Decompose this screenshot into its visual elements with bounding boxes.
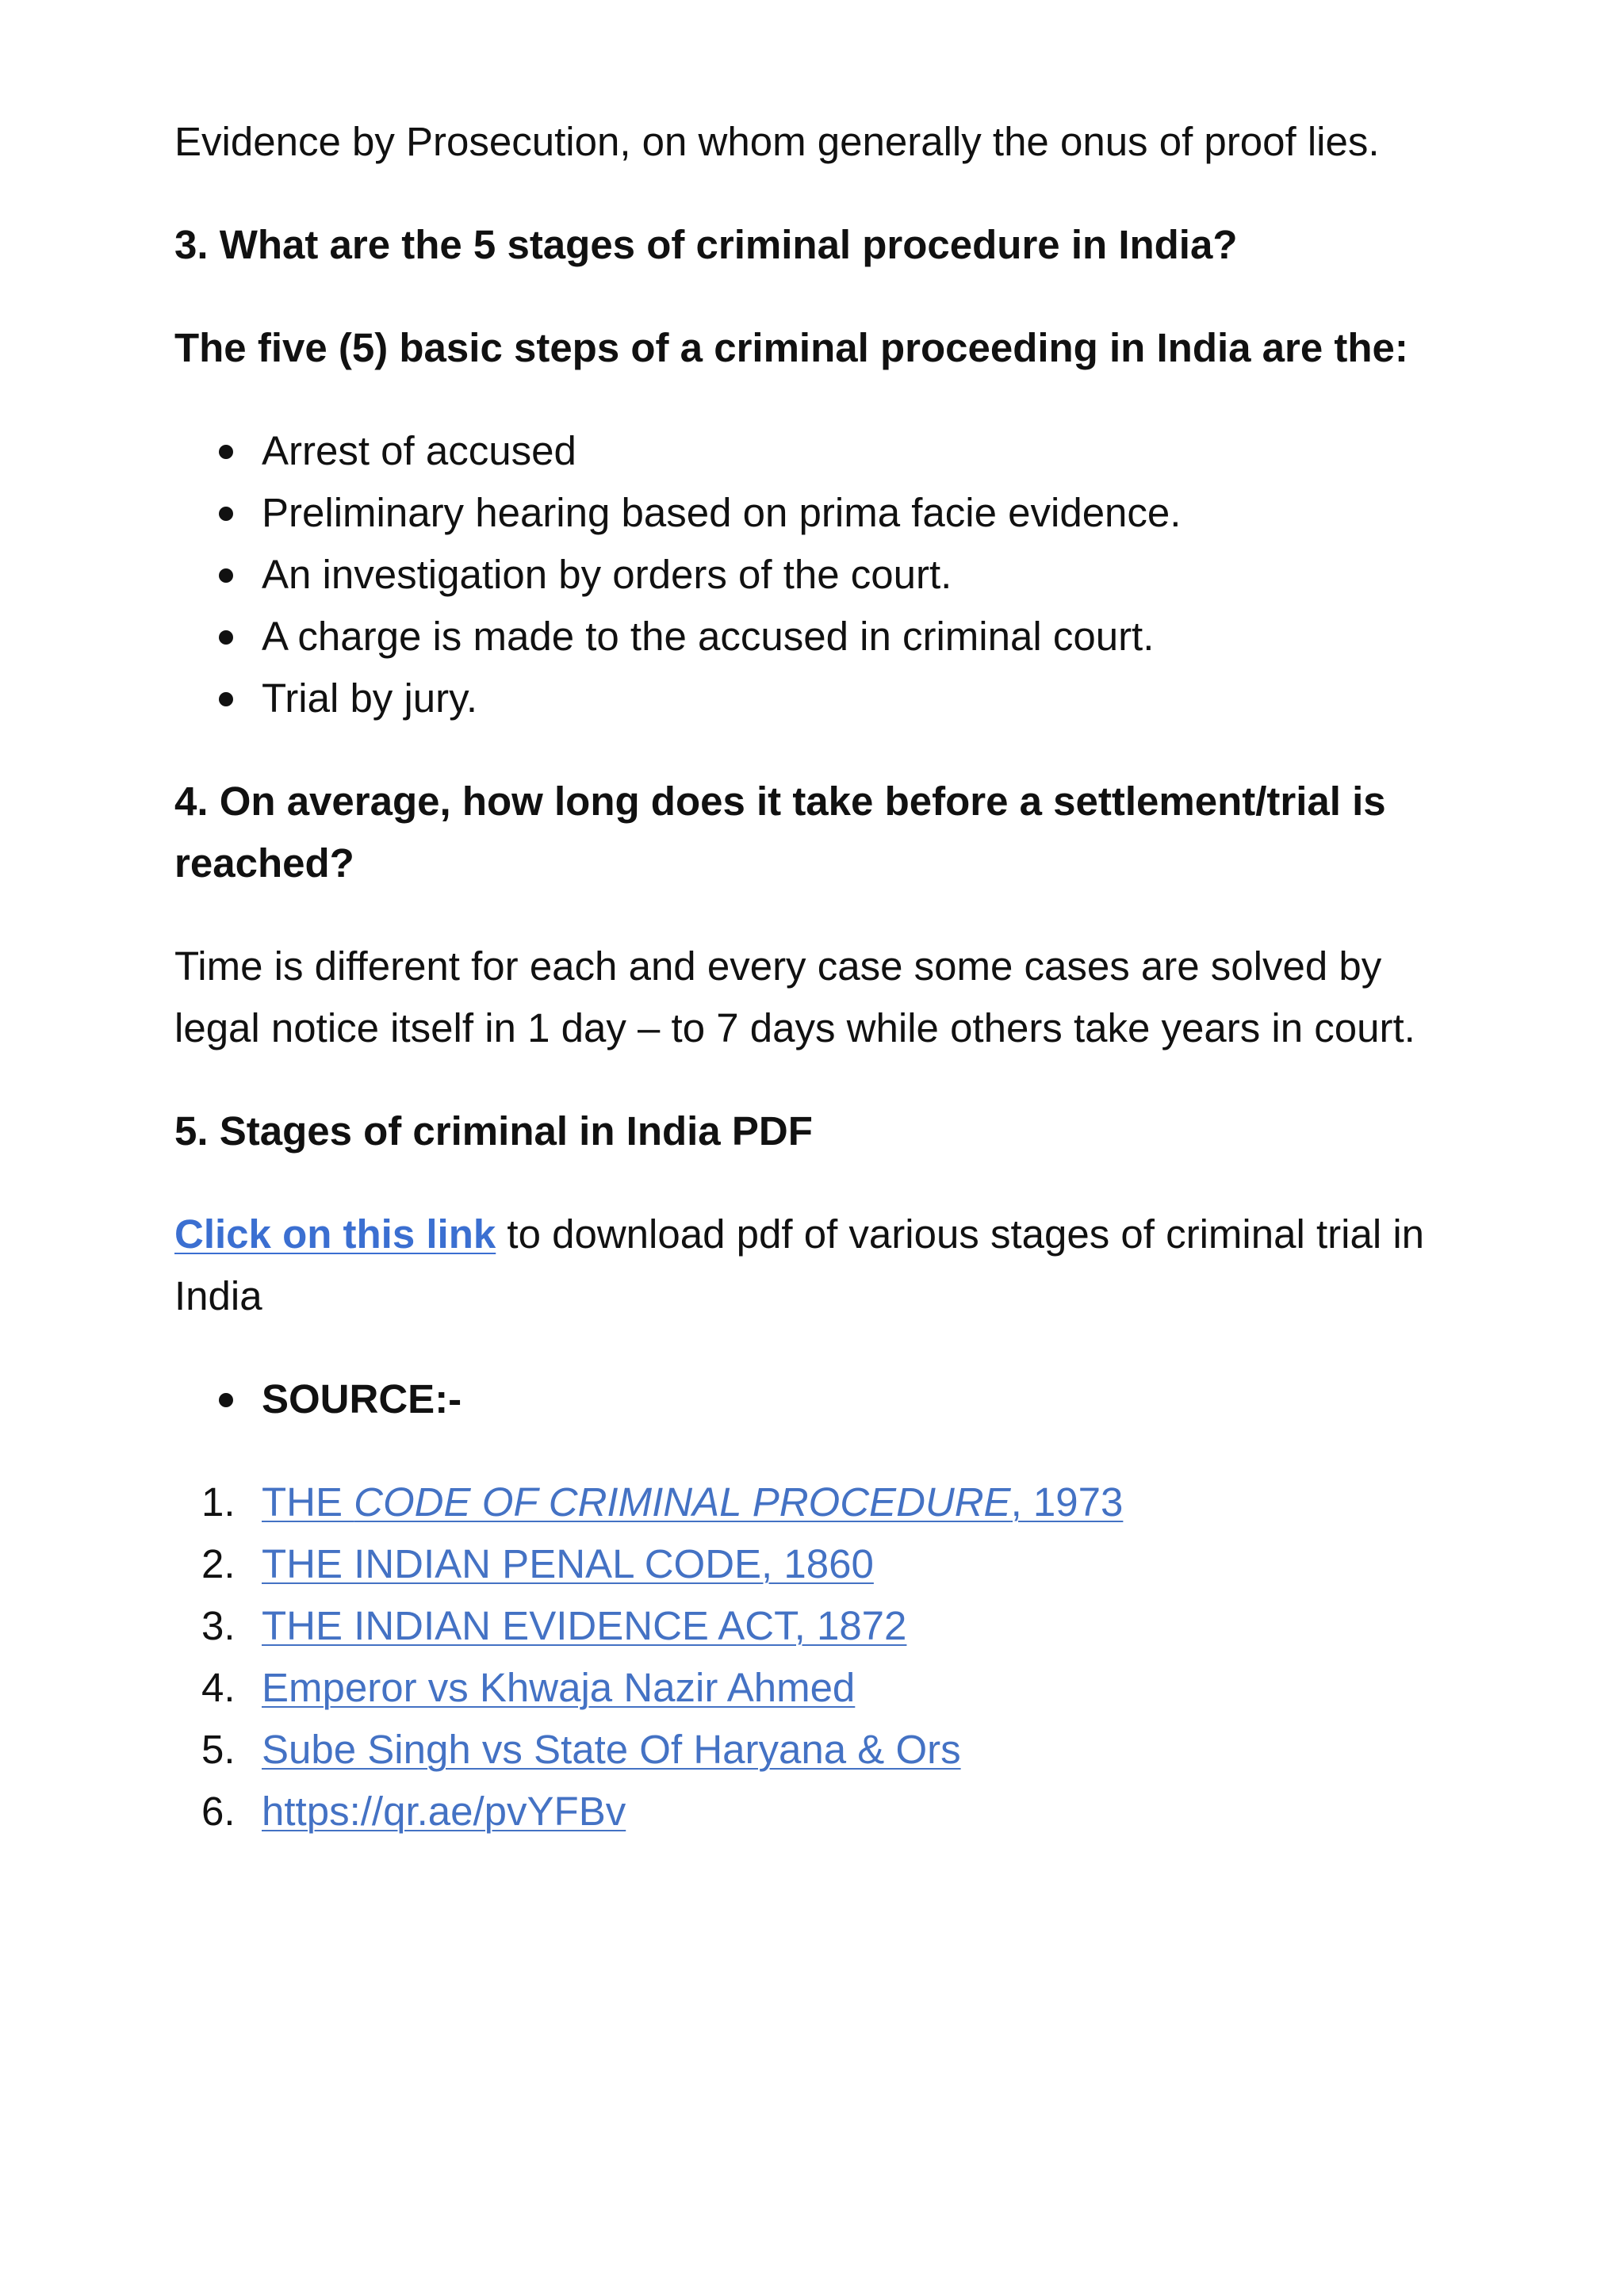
list-item <box>174 606 1475 668</box>
pdf-download-text: to download pdf of various stages of criminal trial in India <box>174 1211 1425 1318</box>
source-link-crpc[interactable] <box>262 1479 1123 1525</box>
bullet-icon <box>219 507 233 521</box>
question-4-answer: Time is different for each and every case some cases are solved by legal notice itself in 1 day – to 7 days while others take years in court. <box>174 943 1415 1050</box>
list-item <box>174 420 1475 482</box>
source-link-emperor-case[interactable]: Emperor vs Khwaja Nazir Ahmed <box>262 1665 856 1710</box>
source-label: SOURCE:- <box>262 1376 462 1422</box>
source-number: 4. <box>201 1665 236 1710</box>
source-number: 1. <box>201 1479 236 1525</box>
bullet-icon <box>219 445 233 459</box>
source-number: 2. <box>201 1541 236 1586</box>
question-4-heading: 4. On average, how long does it take before a settlement/trial is reached? <box>174 779 1386 886</box>
list-item <box>174 482 1475 544</box>
question-5-heading: 5. Stages of criminal in India PDF <box>174 1108 813 1154</box>
bullet-icon <box>219 630 233 645</box>
criminal-steps-list <box>174 420 1475 729</box>
source-item-2 <box>174 1533 1475 1595</box>
source-item-1 <box>174 1471 1475 1533</box>
source-link-sube-singh-case[interactable]: Sube Singh vs State Of Haryana & Ors <box>262 1727 961 1772</box>
source-label-list <box>174 1368 1475 1430</box>
source-item-6 <box>174 1781 1475 1843</box>
source-number: 3. <box>201 1603 236 1648</box>
step-text: Arrest of accused <box>262 428 576 473</box>
source-item-5 <box>174 1719 1475 1781</box>
intro-paragraph: Evidence by Prosecution, on whom generally the onus of proof lies. <box>174 119 1380 164</box>
source-number: 5. <box>201 1727 236 1772</box>
source-link-quora[interactable]: https://qr.ae/pvYFBv <box>262 1789 626 1834</box>
source-number: 6. <box>201 1789 236 1834</box>
question-3-subheading: The five (5) basic steps of a criminal proceeding in India are the: <box>174 325 1408 370</box>
source-link-evidence-act[interactable]: THE INDIAN EVIDENCE ACT, 1872 <box>262 1603 907 1648</box>
pdf-download-paragraph <box>174 1203 1475 1327</box>
list-item <box>174 544 1475 606</box>
source-link-italic: CODE OF CRIMINAL PROCEDURE <box>354 1479 1011 1525</box>
pdf-download-link[interactable]: Click on this link <box>174 1211 496 1257</box>
source-item-3 <box>174 1595 1475 1657</box>
step-text: Trial by jury. <box>262 675 478 721</box>
bullet-icon <box>219 568 233 583</box>
sources-list <box>174 1471 1475 1843</box>
step-text: Preliminary hearing based on prima facie evidence. <box>262 490 1182 535</box>
list-item <box>174 668 1475 729</box>
source-link-prefix: THE <box>262 1479 354 1525</box>
source-link-ipc[interactable]: THE INDIAN PENAL CODE, 1860 <box>262 1541 874 1586</box>
bullet-icon <box>219 1393 233 1407</box>
source-item-4 <box>174 1657 1475 1719</box>
source-link-suffix: , 1973 <box>1010 1479 1124 1525</box>
step-text: A charge is made to the accused in criminal court. <box>262 614 1155 659</box>
bullet-icon <box>219 692 233 706</box>
question-3-heading: 3. What are the 5 stages of criminal procedure in India? <box>174 222 1238 267</box>
list-item <box>174 1368 1475 1430</box>
step-text: An investigation by orders of the court. <box>262 552 952 597</box>
document-page <box>174 111 1475 1843</box>
